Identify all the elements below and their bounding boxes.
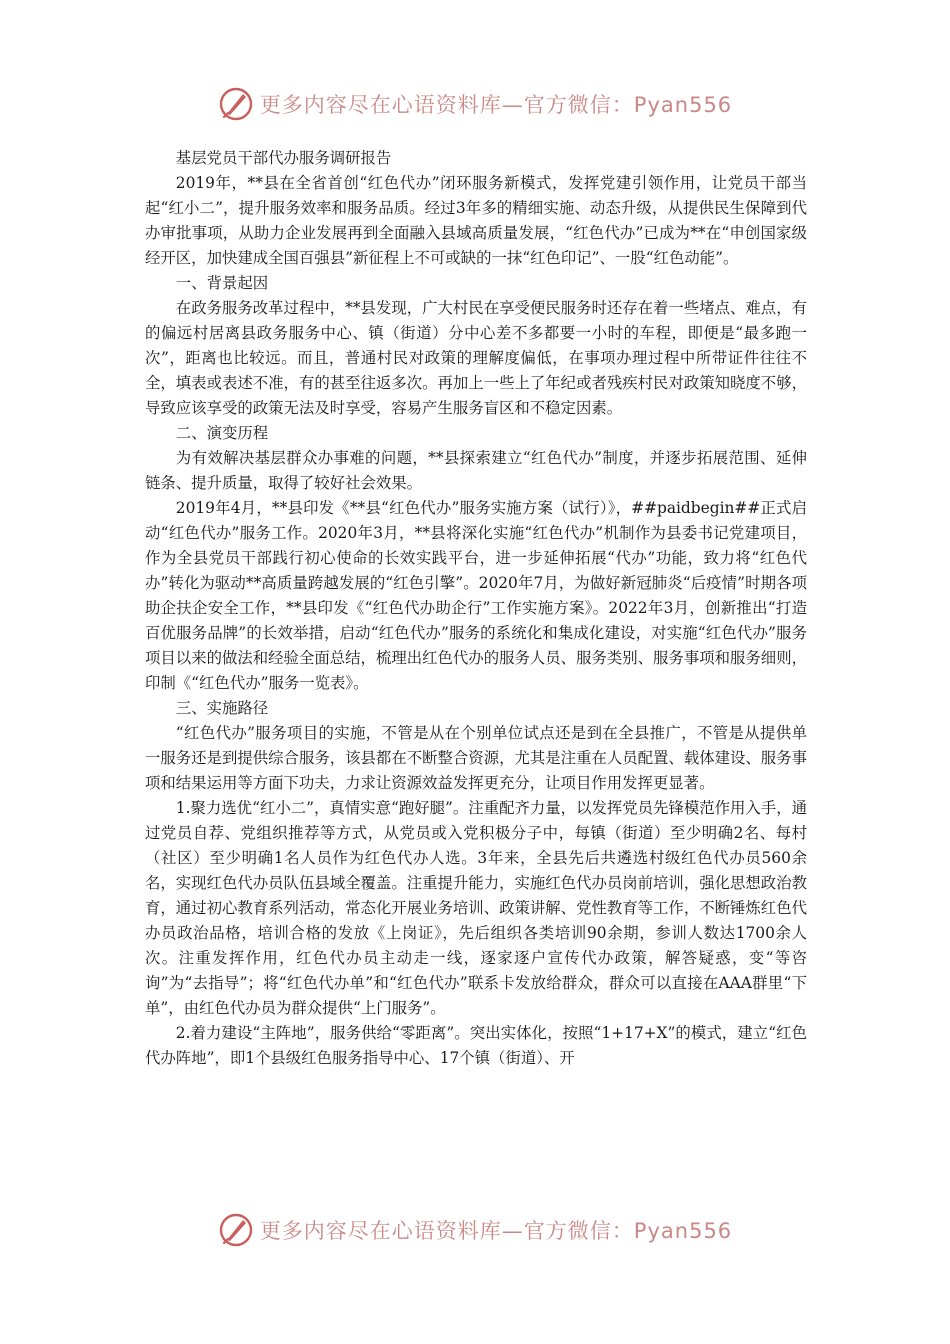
quill-logo-icon: [218, 1212, 254, 1248]
paragraph-intro: 2019年，**县在全省首创“红色代办”闭环服务新模式，发挥党建引领作用，让党员干部当起“红小二”，提升服务效率和服务品质。经过3年多的精细实施、动态升级，从提供民生保障到代办审批事项，从助力企业发展再到全面融入县域高质量发展，“红色代办”已成为**在“申创国家级经开区，加快建成全国百强县”新征程上不可或缺的一抹“红色印记”、一股“红色动能”。: [145, 174, 807, 267]
paragraph-point-1: 1.聚力选优“红小二”，真情实意“跑好腿”。注重配齐力量，以发挥党员先锋模范作用入手，通过党员自荐、党组织推荐等方式，从党员或入党积极分子中，每镇（街道）至少明确2名、每村（社区）至少明确1名人员作为红色代办人选。3年来，全县先后共遴选村级红色代办员560余名，实现红色代办员队伍县域全覆盖。注重提升能力，实施红色代办员岗前培训，强化思想政治教育，通过初心教育系列活动，常态化开展业务培训、政策讲解、党性教育等工作，不断锤炼红色代办员政治品格，培训合格的发放《上岗证》，先后组织各类培训90余期，参训人数达1700余人次。注重发挥作用，红色代办员主动走一线，逐家逐户宣传代办政策，解答疑惑，变“等咨询”为“去指导”；将“红色代办单”和“红色代办”联系卡发放给群众，群众可以直接在AAA群里“下单”，由红色代办员为群众提供“上门服务”。: [145, 799, 807, 1017]
watermark-text-bottom: 更多内容尽在心语资料库—官方微信：Pyan556: [259, 1219, 733, 1243]
quill-logo-icon: [218, 86, 254, 122]
watermark-text-top: 更多内容尽在心语资料库—官方微信：Pyan556: [259, 93, 733, 117]
document-title: 基层党员干部代办服务调研报告: [175, 149, 392, 167]
paragraph-implementation-intro: “红色代办”服务项目的实施，不管是从在个别单位试点还是到在全县推广，不管是从提供单一服务还是到提供综合服务，该县都在不断整合资源，尤其是注重在人员配置、载体建设、服务事项和结果运用等方面下功夫，力求让资源效益发挥更充分，让项目作用发挥更显著。: [145, 724, 807, 792]
paragraph-point-2: 2.着力建设“主阵地”，服务供给“零距离”。突出实体化，按照“1+17+X”的模式，建立“红色代办阵地”，即1个县级红色服务指导中心、17个镇（街道）、开: [145, 1024, 807, 1067]
section-heading-evolution: 二、演变历程: [175, 424, 269, 442]
document-body: [145, 146, 807, 1071]
watermark-banner-bottom: [0, 1210, 950, 1250]
watermark-banner-top: [0, 84, 950, 124]
section-heading-implementation: 三、实施路径: [175, 699, 269, 717]
section-heading-background: 一、背景起因: [175, 274, 269, 292]
paragraph-evolution-timeline: 2019年4月，**县印发《**县“红色代办”服务实施方案（试行）》，##paidbegin##正式启动“红色代办”服务工作。2020年3月，**县将深化实施“红色代办”机制作为县委书记党建项目，作为全县党员干部践行初心使命的长效实践平台，进一步延伸拓展“代办”功能，致力将“红色代办”转化为驱动**高质量跨越发展的“红色引擎”。2020年7月，为做好新冠肺炎“后疫情”时期各项助企扶企安全工作，**县印发《“红色代办助企行”工作实施方案》。2022年3月，创新推出“打造百优服务品牌”的长效举措，启动“红色代办”服务的系统化和集成化建设，对实施“红色代办”服务项目以来的做法和经验全面总结，梳理出红色代办的服务人员、服务类别、服务事项和服务细则，印制《“红色代办”服务一览表》。: [145, 499, 807, 692]
paragraph-background: 在政务服务改革过程中，**县发现，广大村民在享受便民服务时还存在着一些堵点、难点，有的偏远村居离县政务服务中心、镇（街道）分中心差不多都要一小时的车程，即便是“最多跑一次”，距离也比较远。而且，普通村民对政策的理解度偏低，在事项办理过程中所带证件往往不全，填表或表述不准，有的甚至往返多次。再加上一些上了年纪或者残疾村民对政策知晓度不够，导致应该享受的政策无法及时享受，容易产生服务盲区和不稳定因素。: [145, 299, 807, 417]
paragraph-evolution-intro: 为有效解决基层群众办事难的问题，**县探索建立“红色代办”制度，并逐步拓展范围、延伸链条、提升质量，取得了较好社会效果。: [145, 449, 807, 492]
